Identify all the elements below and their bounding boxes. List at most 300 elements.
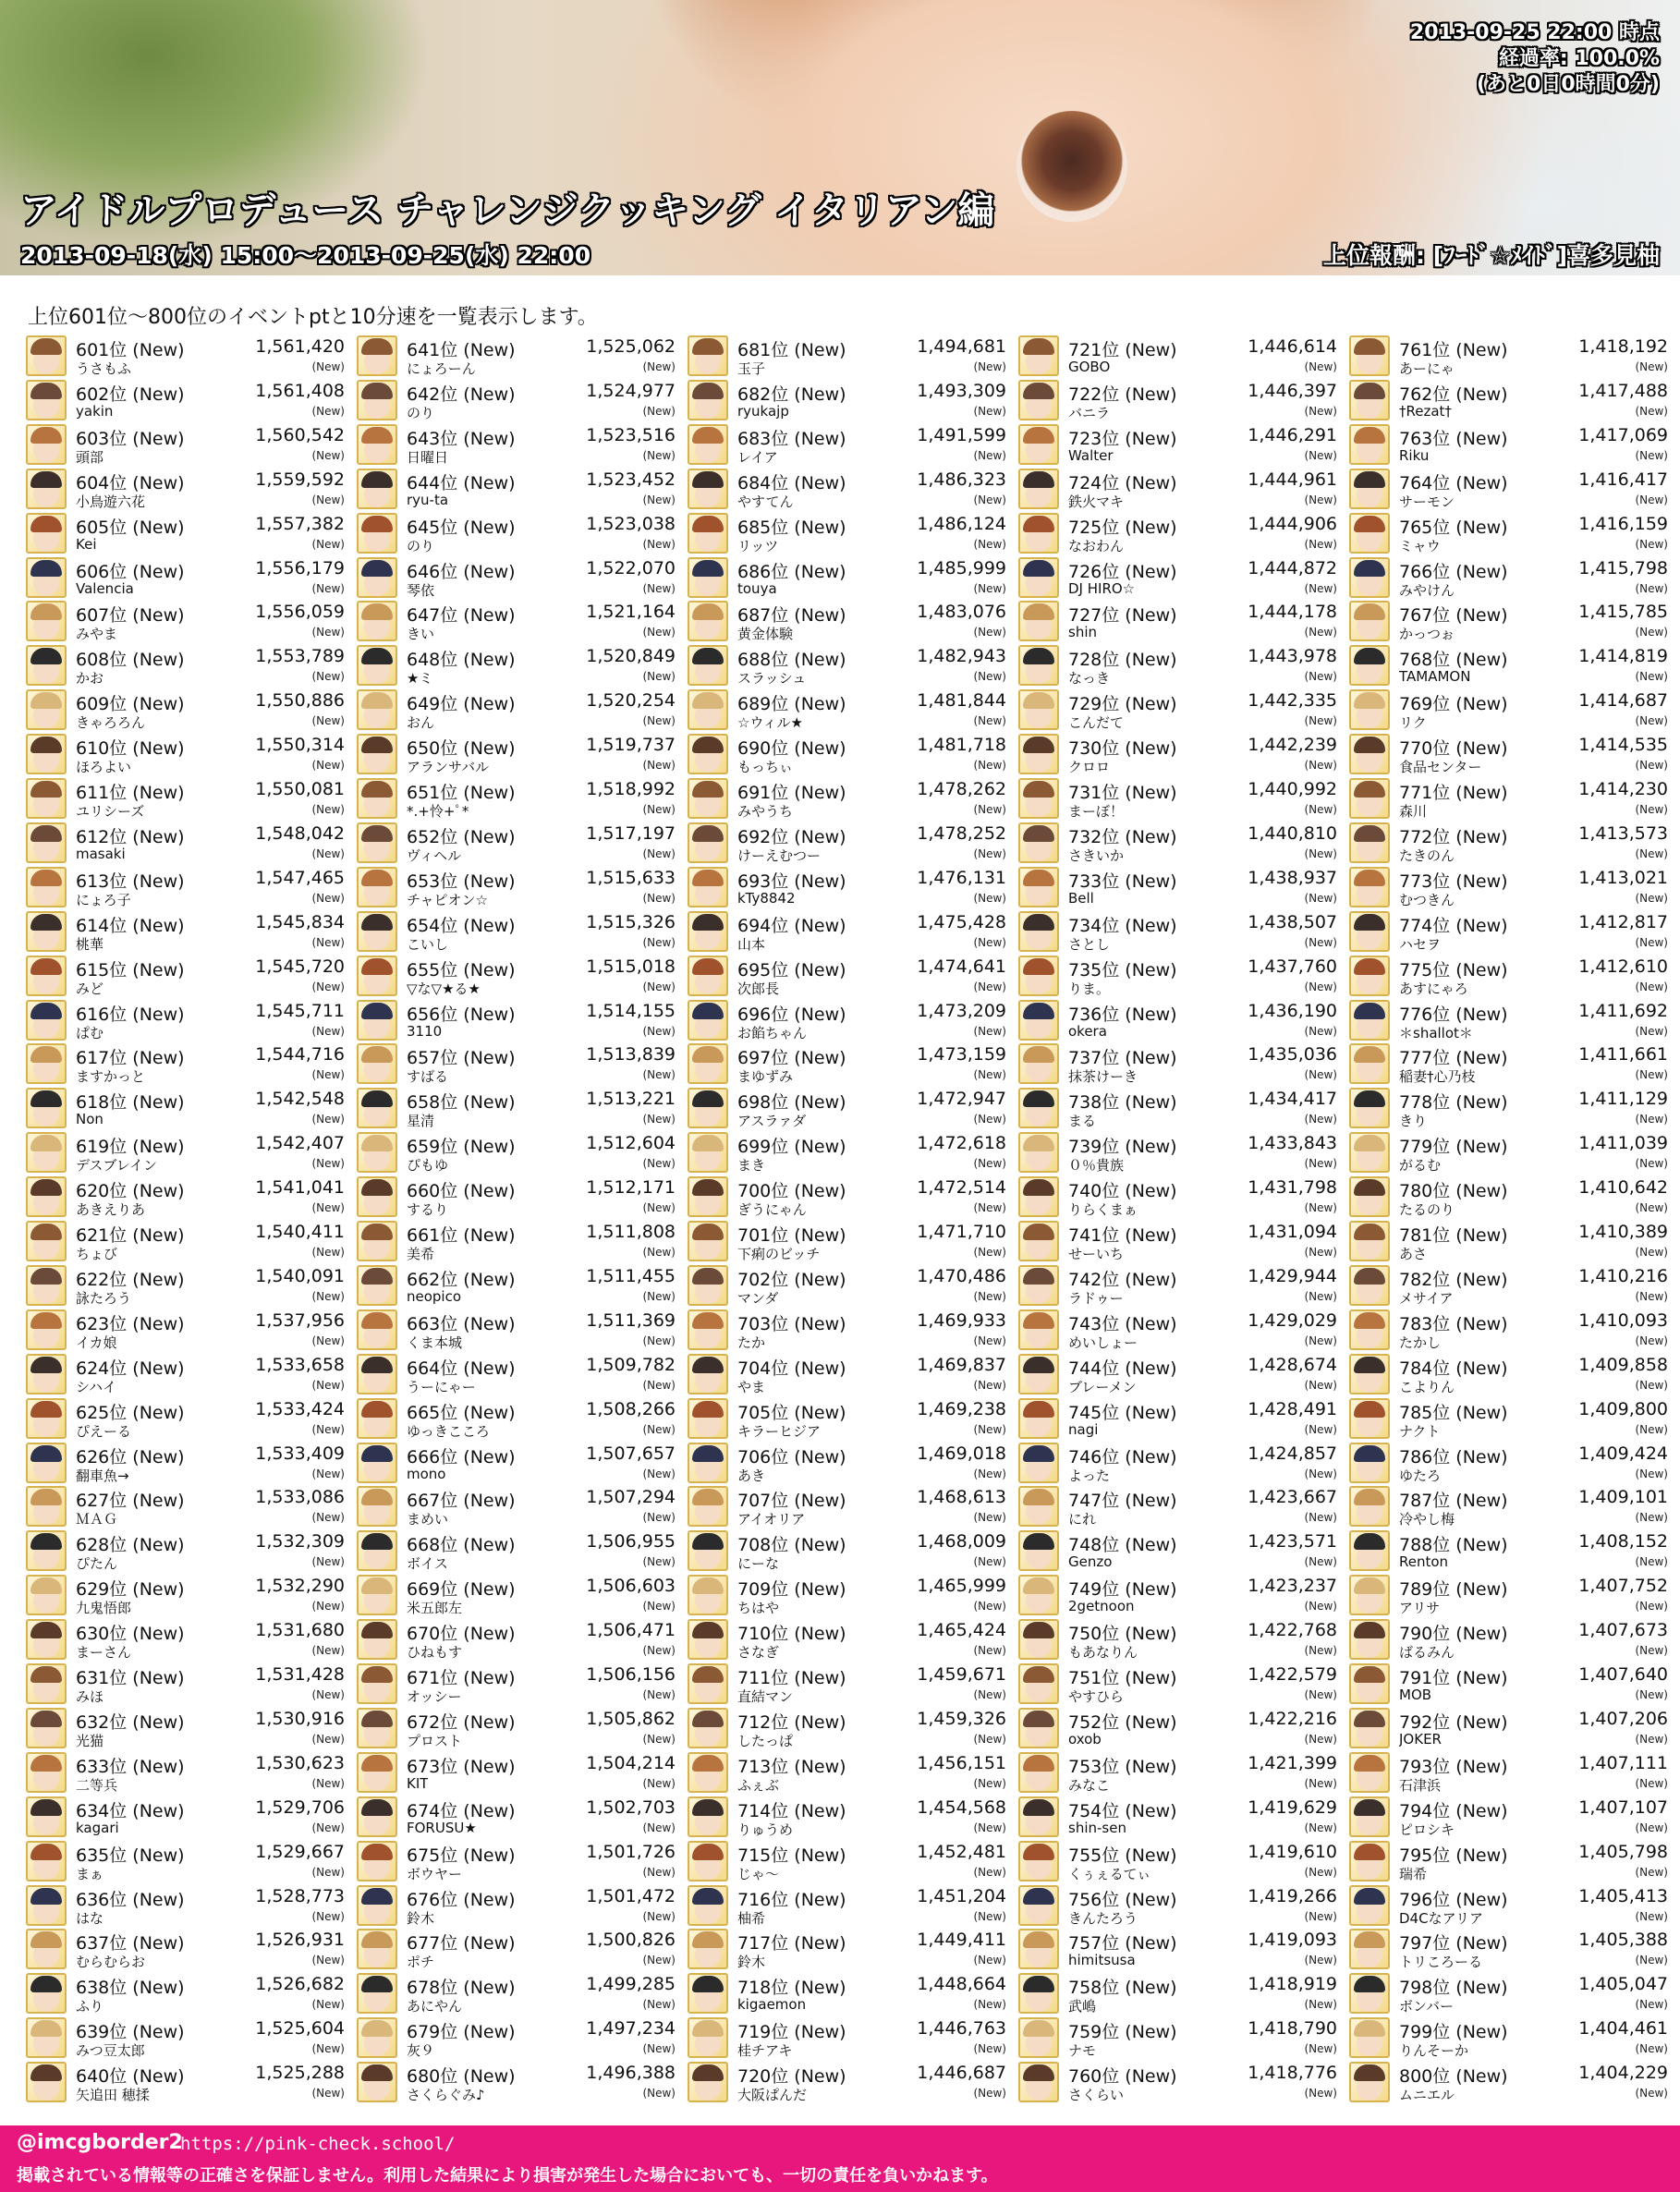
ten-minute-speed: (New) [642, 1688, 676, 1701]
ranking-entry[interactable] [1018, 1485, 1337, 1529]
ranking-entry[interactable] [26, 1618, 345, 1662]
ranking-entry[interactable] [26, 468, 345, 512]
idol-card-avatar [688, 778, 728, 819]
ten-minute-speed: (New) [1635, 1821, 1668, 1834]
ranking-entry[interactable] [357, 1928, 676, 1972]
rank-label: 751位 (New) [1068, 1668, 1177, 1688]
player-name: あすにゃろ [1399, 980, 1468, 997]
ranking-entry[interactable] [1349, 1485, 1668, 1529]
ranking-entry[interactable] [688, 1087, 1006, 1131]
ranking-entry[interactable] [1349, 688, 1668, 733]
ten-minute-speed: (New) [1304, 1157, 1337, 1171]
ranking-entry[interactable] [1018, 1309, 1337, 1353]
event-points: 1,561,408 [255, 380, 345, 401]
ranking-entry[interactable] [1018, 1928, 1337, 1972]
ten-minute-speed: (New) [973, 980, 1006, 993]
ranking-entry[interactable] [1349, 468, 1668, 512]
idol-card-avatar [1018, 1354, 1059, 1394]
ranking-entry[interactable] [688, 1884, 1006, 1929]
ten-minute-speed: (New) [1304, 891, 1337, 905]
idol-card-avatar [688, 1221, 728, 1261]
idol-card-avatar [357, 1663, 397, 1704]
ranking-entry[interactable] [357, 1707, 676, 1751]
idol-card-avatar [1018, 1443, 1059, 1483]
ranking-entry[interactable] [1018, 955, 1337, 999]
ranking-entry[interactable] [1349, 1796, 1668, 1840]
header-banner [0, 0, 1680, 275]
ranking-entry[interactable] [357, 423, 676, 468]
ranking-entry[interactable] [688, 1574, 1006, 1618]
ranking-entry[interactable] [1349, 1131, 1668, 1175]
ranking-entry[interactable] [1018, 1796, 1337, 1840]
update-timestamp: 2013-09-25 22:00 時点 [1409, 21, 1660, 44]
ranking-entry[interactable] [1349, 1220, 1668, 1264]
rank-label: 710位 (New) [737, 1624, 846, 1645]
ranking-entry[interactable] [26, 556, 345, 601]
ranking-entry[interactable] [357, 468, 676, 512]
ten-minute-speed: (New) [311, 1998, 345, 2012]
ranking-entry[interactable] [357, 1353, 676, 1397]
ranking-entry[interactable] [1349, 1662, 1668, 1707]
ranking-entry[interactable] [1018, 1618, 1337, 1662]
ranking-entry[interactable] [1018, 556, 1337, 601]
ranking-entry[interactable] [688, 1175, 1006, 1220]
ranking-entry[interactable] [1018, 468, 1337, 512]
ranking-entry[interactable] [26, 1353, 345, 1397]
rank-label: 718位 (New) [737, 1978, 846, 1999]
player-name: 光猫 [76, 1732, 104, 1749]
ranking-entry[interactable] [26, 1131, 345, 1175]
ten-minute-speed: (New) [973, 1998, 1006, 2012]
ten-minute-speed: (New) [642, 935, 676, 949]
ranking-entry[interactable] [26, 1264, 345, 1309]
ranking-entry[interactable] [357, 335, 676, 379]
ranking-entry[interactable] [688, 822, 1006, 866]
idol-card-avatar [1018, 734, 1059, 774]
ranking-entry[interactable] [26, 866, 345, 910]
player-name: 灰９ [407, 2042, 435, 2060]
player-name: オッシー [407, 1688, 462, 1705]
idol-card-avatar [688, 1575, 728, 1615]
ranking-entry[interactable] [357, 866, 676, 910]
rank-label: 727位 (New) [1068, 605, 1177, 627]
event-points: 1,560,542 [255, 424, 345, 445]
ranking-entry[interactable] [688, 1928, 1006, 1972]
ranking-entry[interactable] [688, 1042, 1006, 1087]
player-name: ryukajp [737, 402, 789, 420]
event-points: 1,469,018 [917, 1443, 1006, 1464]
ranking-entry[interactable] [1018, 999, 1337, 1043]
ranking-entry[interactable] [26, 2061, 345, 2105]
ranking-entry[interactable] [1018, 423, 1337, 468]
ranking-entry[interactable] [1349, 1574, 1668, 1618]
ranking-entry[interactable] [688, 556, 1006, 601]
idol-card-avatar [1349, 1443, 1390, 1483]
ranking-entry[interactable] [26, 1442, 345, 1486]
ranking-entry[interactable] [26, 1796, 345, 1840]
ten-minute-speed: (New) [1635, 448, 1668, 462]
ranking-entry[interactable] [1018, 1707, 1337, 1751]
ranking-entry[interactable] [357, 1397, 676, 1442]
ranking-entry[interactable] [1349, 822, 1668, 866]
idol-card-avatar [688, 1132, 728, 1173]
ranking-entry[interactable] [1349, 1087, 1668, 1131]
ranking-entry[interactable] [357, 1264, 676, 1309]
ranking-entry[interactable] [1018, 1264, 1337, 1309]
ranking-entry[interactable] [1349, 1618, 1668, 1662]
ranking-entry[interactable] [688, 777, 1006, 822]
ten-minute-speed: (New) [1635, 1555, 1668, 1569]
ranking-entry[interactable] [1349, 1353, 1668, 1397]
ranking-entry[interactable] [357, 1309, 676, 1353]
ranking-entry[interactable] [26, 379, 345, 423]
ranking-entry[interactable] [688, 423, 1006, 468]
ranking-entry[interactable] [357, 688, 676, 733]
ranking-entry[interactable] [688, 600, 1006, 644]
ranking-entry[interactable] [357, 1529, 676, 1574]
ranking-entry[interactable] [688, 999, 1006, 1043]
ranking-entry[interactable] [1018, 777, 1337, 822]
ranking-entry[interactable] [688, 733, 1006, 777]
player-name: けーえむつー [737, 846, 822, 864]
ranking-entry[interactable] [1018, 1574, 1337, 1618]
idol-card-avatar [688, 601, 728, 641]
ranking-entry[interactable] [357, 999, 676, 1043]
ranking-entry[interactable] [26, 1220, 345, 1264]
ranking-entry[interactable] [26, 1884, 345, 1929]
ranking-entry[interactable] [1349, 512, 1668, 556]
ranking-entry[interactable] [357, 1220, 676, 1264]
ranking-entry[interactable] [26, 1840, 345, 1884]
ranking-entry[interactable] [1349, 1309, 1668, 1353]
ranking-entry[interactable] [688, 2016, 1006, 2061]
ranking-entry[interactable] [688, 1442, 1006, 1486]
ranking-entry[interactable] [1349, 1884, 1668, 1929]
player-name: せーいち [1068, 1246, 1125, 1262]
ranking-entry[interactable] [26, 955, 345, 999]
ranking-entry[interactable] [1349, 1928, 1668, 1972]
ranking-entry[interactable] [1349, 910, 1668, 955]
ten-minute-speed: (New) [642, 1909, 676, 1923]
ranking-entry[interactable] [1349, 379, 1668, 423]
player-name: よった [1068, 1467, 1111, 1484]
ranking-entry[interactable] [1018, 1972, 1337, 2016]
ranking-entry[interactable] [1018, 1353, 1337, 1397]
disclaimer-text: 掲載されている情報等の正確さを保証しません。利用した結果により損害が発生した場合においても、一切の責任を負いかねます。 [17, 2166, 998, 2186]
ranking-entry[interactable] [1349, 556, 1668, 601]
ranking-entry[interactable] [26, 1574, 345, 1618]
ten-minute-speed: (New) [642, 1378, 676, 1392]
ten-minute-speed: (New) [642, 1865, 676, 1879]
event-points: 1,493,309 [917, 380, 1006, 401]
ranking-entry[interactable] [26, 999, 345, 1043]
ranking-entry[interactable] [26, 1485, 345, 1529]
ten-minute-speed: (New) [973, 581, 1006, 595]
ranking-entry[interactable] [1018, 2016, 1337, 2061]
player-name: shin [1068, 624, 1097, 641]
ten-minute-speed: (New) [973, 803, 1006, 816]
event-points: 1,515,018 [586, 956, 676, 977]
ranking-entry[interactable] [26, 335, 345, 379]
ranking-entry[interactable] [1018, 379, 1337, 423]
ranking-entry[interactable] [357, 2016, 676, 2061]
ranking-entry[interactable] [1349, 999, 1668, 1043]
ranking-entry[interactable] [688, 1751, 1006, 1796]
ranking-entry[interactable] [688, 2061, 1006, 2105]
ranking-entry[interactable] [688, 1662, 1006, 1707]
ranking-entry[interactable] [1018, 1131, 1337, 1175]
ranking-entry[interactable] [26, 688, 345, 733]
idol-card-avatar [1018, 1841, 1059, 1881]
ten-minute-speed: (New) [1304, 1909, 1337, 1923]
ranking-entry[interactable] [357, 822, 676, 866]
ranking-entry[interactable] [1349, 777, 1668, 822]
player-name: ポチ [407, 1954, 435, 1971]
ranking-entry[interactable] [688, 1707, 1006, 1751]
player-name: にょろ子 [76, 891, 131, 908]
ranking-entry[interactable] [26, 423, 345, 468]
ranking-entry[interactable] [357, 600, 676, 644]
site-url-link[interactable]: https://pink-check.school/ [180, 2134, 456, 2154]
ranking-entry[interactable] [1018, 2061, 1337, 2105]
ranking-entry[interactable] [1349, 1042, 1668, 1087]
ranking-entry[interactable] [688, 379, 1006, 423]
ranking-entry[interactable] [1018, 910, 1337, 955]
ranking-entry[interactable] [1349, 423, 1668, 468]
ranking-entry[interactable] [1349, 1264, 1668, 1309]
rank-label: 695位 (New) [737, 959, 846, 980]
rank-label: 723位 (New) [1068, 428, 1177, 449]
ranking-entry[interactable] [26, 1662, 345, 1707]
rank-label: 791位 (New) [1399, 1668, 1508, 1688]
ranking-entry[interactable] [357, 1840, 676, 1884]
ranking-entry[interactable] [26, 822, 345, 866]
event-points: 1,540,411 [255, 1222, 345, 1242]
ranking-entry[interactable] [1349, 955, 1668, 999]
player-name: もあなりん [1068, 1644, 1138, 1662]
idol-card-avatar [357, 689, 397, 730]
rank-label: 650位 (New) [407, 738, 516, 760]
ranking-entry[interactable] [357, 1442, 676, 1486]
ranking-entry[interactable] [357, 910, 676, 955]
rank-label: 749位 (New) [1068, 1579, 1177, 1601]
event-points: 1,481,844 [917, 690, 1006, 712]
ranking-entry[interactable] [1349, 600, 1668, 644]
ranking-entry[interactable] [688, 1220, 1006, 1264]
ten-minute-speed: (New) [1304, 1378, 1337, 1392]
ranking-entry[interactable] [1018, 1751, 1337, 1796]
ranking-entry[interactable] [688, 468, 1006, 512]
ranking-entry[interactable] [357, 1175, 676, 1220]
ranking-entry[interactable] [688, 644, 1006, 688]
event-points: 1,483,076 [917, 602, 1006, 623]
ranking-entry[interactable] [1018, 335, 1337, 379]
ranking-entry[interactable] [26, 910, 345, 955]
ranking-entry[interactable] [688, 1397, 1006, 1442]
ranking-entry[interactable] [357, 1662, 676, 1707]
ranking-entry[interactable] [1018, 1884, 1337, 1929]
rank-label: 780位 (New) [1399, 1181, 1508, 1202]
ranking-entry[interactable] [688, 1131, 1006, 1175]
ranking-entry[interactable] [357, 2061, 676, 2105]
ranking-entry[interactable] [1018, 1220, 1337, 1264]
ranking-entry[interactable] [357, 1574, 676, 1618]
ranking-entry[interactable] [688, 688, 1006, 733]
ranking-entry[interactable] [26, 1087, 345, 1131]
ranking-entry[interactable] [1018, 1175, 1337, 1220]
player-name: 2getnoon [1068, 1598, 1135, 1615]
ranking-entry[interactable] [357, 1087, 676, 1131]
idol-card-avatar [1349, 424, 1390, 465]
ranking-entry[interactable] [1349, 1397, 1668, 1442]
event-points: 1,528,773 [255, 1885, 345, 1906]
ranking-entry[interactable] [26, 733, 345, 777]
ranking-entry[interactable] [1018, 688, 1337, 733]
ranking-entry[interactable] [26, 600, 345, 644]
ranking-entry[interactable] [357, 1042, 676, 1087]
event-points: 1,409,858 [1578, 1354, 1668, 1375]
ranking-entry[interactable] [688, 1796, 1006, 1840]
ranking-entry[interactable] [357, 1972, 676, 2016]
idol-card-avatar [688, 867, 728, 907]
event-points: 1,506,471 [586, 1620, 676, 1641]
ranking-entry[interactable] [1018, 866, 1337, 910]
ranking-entry[interactable] [1349, 1707, 1668, 1751]
ranking-entry[interactable] [26, 1309, 345, 1353]
ranking-entry[interactable] [1018, 733, 1337, 777]
ranking-entry[interactable] [1349, 644, 1668, 688]
ranking-entry[interactable] [1018, 1662, 1337, 1707]
ranking-entry[interactable] [1018, 1042, 1337, 1087]
ranking-entry[interactable] [688, 1309, 1006, 1353]
ranking-entry[interactable] [357, 379, 676, 423]
ranking-entry[interactable] [357, 955, 676, 999]
ranking-entry[interactable] [688, 1840, 1006, 1884]
twitter-handle[interactable]: @imcgborder2 [17, 2131, 183, 2154]
rank-label: 639位 (New) [76, 2022, 185, 2043]
rank-label: 783位 (New) [1399, 1313, 1508, 1334]
ranking-entry[interactable] [688, 1353, 1006, 1397]
ranking-entry[interactable] [357, 1751, 676, 1796]
idol-card-avatar [26, 424, 67, 465]
ranking-entry[interactable] [26, 2016, 345, 2061]
ranking-entry[interactable] [1018, 600, 1337, 644]
ranking-entry[interactable] [357, 1131, 676, 1175]
ranking-entry[interactable] [1018, 1840, 1337, 1884]
event-points: 1,440,992 [1248, 779, 1337, 799]
ranking-entry[interactable] [1018, 1529, 1337, 1574]
ten-minute-speed: (New) [1635, 581, 1668, 595]
ranking-entry[interactable] [1349, 866, 1668, 910]
ranking-entry[interactable] [1349, 2061, 1668, 2105]
ranking-entry[interactable] [1349, 1529, 1668, 1574]
ranking-entry[interactable] [357, 1884, 676, 1929]
ranking-entry[interactable] [688, 335, 1006, 379]
ranking-entry[interactable] [688, 1618, 1006, 1662]
ranking-entry[interactable] [688, 1485, 1006, 1529]
player-name: りま。 [1068, 980, 1111, 997]
ranking-entry[interactable] [357, 556, 676, 601]
ranking-entry[interactable] [357, 512, 676, 556]
ten-minute-speed: (New) [642, 1333, 676, 1347]
ranking-entry[interactable] [26, 1928, 345, 1972]
ranking-entry[interactable] [1349, 733, 1668, 777]
ranking-entry[interactable] [688, 1972, 1006, 2016]
player-name: にーな [737, 1555, 780, 1573]
ranking-entry[interactable] [1349, 335, 1668, 379]
player-name: ばるみん [1399, 1644, 1455, 1662]
ranking-entry[interactable] [26, 1751, 345, 1796]
ranking-entry[interactable] [688, 512, 1006, 556]
ranking-entry[interactable] [1349, 1175, 1668, 1220]
idol-card-avatar [1349, 1885, 1390, 1926]
ranking-entry[interactable] [357, 1618, 676, 1662]
ranking-entry[interactable] [688, 910, 1006, 955]
event-points: 1,440,810 [1248, 822, 1337, 844]
idol-card-avatar [688, 1043, 728, 1084]
ranking-entry[interactable] [1018, 1397, 1337, 1442]
ranking-entry[interactable] [26, 512, 345, 556]
ranking-entry[interactable] [26, 1529, 345, 1574]
ranking-entry[interactable] [1018, 644, 1337, 688]
player-name: シハイ [76, 1378, 116, 1395]
player-name: たかし [1399, 1333, 1442, 1351]
ranking-entry[interactable] [357, 1796, 676, 1840]
ranking-entry[interactable] [26, 1397, 345, 1442]
ten-minute-speed: (New) [311, 1068, 345, 1082]
ten-minute-speed: (New) [1635, 670, 1668, 684]
ten-minute-speed: (New) [311, 1246, 345, 1259]
rank-label: 681位 (New) [737, 340, 846, 360]
idol-card-avatar [1349, 1132, 1390, 1173]
ranking-entry[interactable] [357, 733, 676, 777]
ranking-entry[interactable] [357, 1485, 676, 1529]
ranking-entry[interactable] [26, 777, 345, 822]
banner-illustration [1017, 111, 1127, 222]
event-points: 1,513,839 [586, 1044, 676, 1066]
event-points: 1,413,021 [1578, 867, 1668, 888]
ranking-entry[interactable] [1349, 2016, 1668, 2061]
ranking-entry[interactable] [688, 1529, 1006, 1574]
ranking-entry[interactable] [26, 1042, 345, 1087]
ranking-entry[interactable] [1349, 1972, 1668, 2016]
ranking-entry[interactable] [1018, 1087, 1337, 1131]
ranking-entry[interactable] [688, 1264, 1006, 1309]
ranking-entry[interactable] [26, 1175, 345, 1220]
event-points: 1,423,237 [1248, 1576, 1337, 1597]
ten-minute-speed: (New) [642, 714, 676, 728]
ranking-entry[interactable] [1018, 1442, 1337, 1486]
ranking-entry[interactable] [357, 777, 676, 822]
ranking-entry[interactable] [26, 644, 345, 688]
rank-label: 724位 (New) [1068, 472, 1177, 493]
ranking-entry[interactable] [1018, 822, 1337, 866]
ranking-entry[interactable] [1349, 1840, 1668, 1884]
ranking-entry[interactable] [1018, 512, 1337, 556]
ranking-entry[interactable] [26, 1972, 345, 2016]
ten-minute-speed: (New) [1304, 1865, 1337, 1879]
ranking-entry[interactable] [1349, 1751, 1668, 1796]
ranking-entry[interactable] [357, 644, 676, 688]
ranking-entry[interactable] [688, 866, 1006, 910]
event-points: 1,407,752 [1578, 1576, 1668, 1597]
rank-label: 663位 (New) [407, 1313, 516, 1334]
ranking-entry[interactable] [26, 1707, 345, 1751]
ranking-entry[interactable] [688, 955, 1006, 999]
player-name: D4Cなアリア [1399, 1909, 1483, 1927]
ten-minute-speed: (New) [973, 1157, 1006, 1171]
ranking-entry[interactable] [1349, 1442, 1668, 1486]
